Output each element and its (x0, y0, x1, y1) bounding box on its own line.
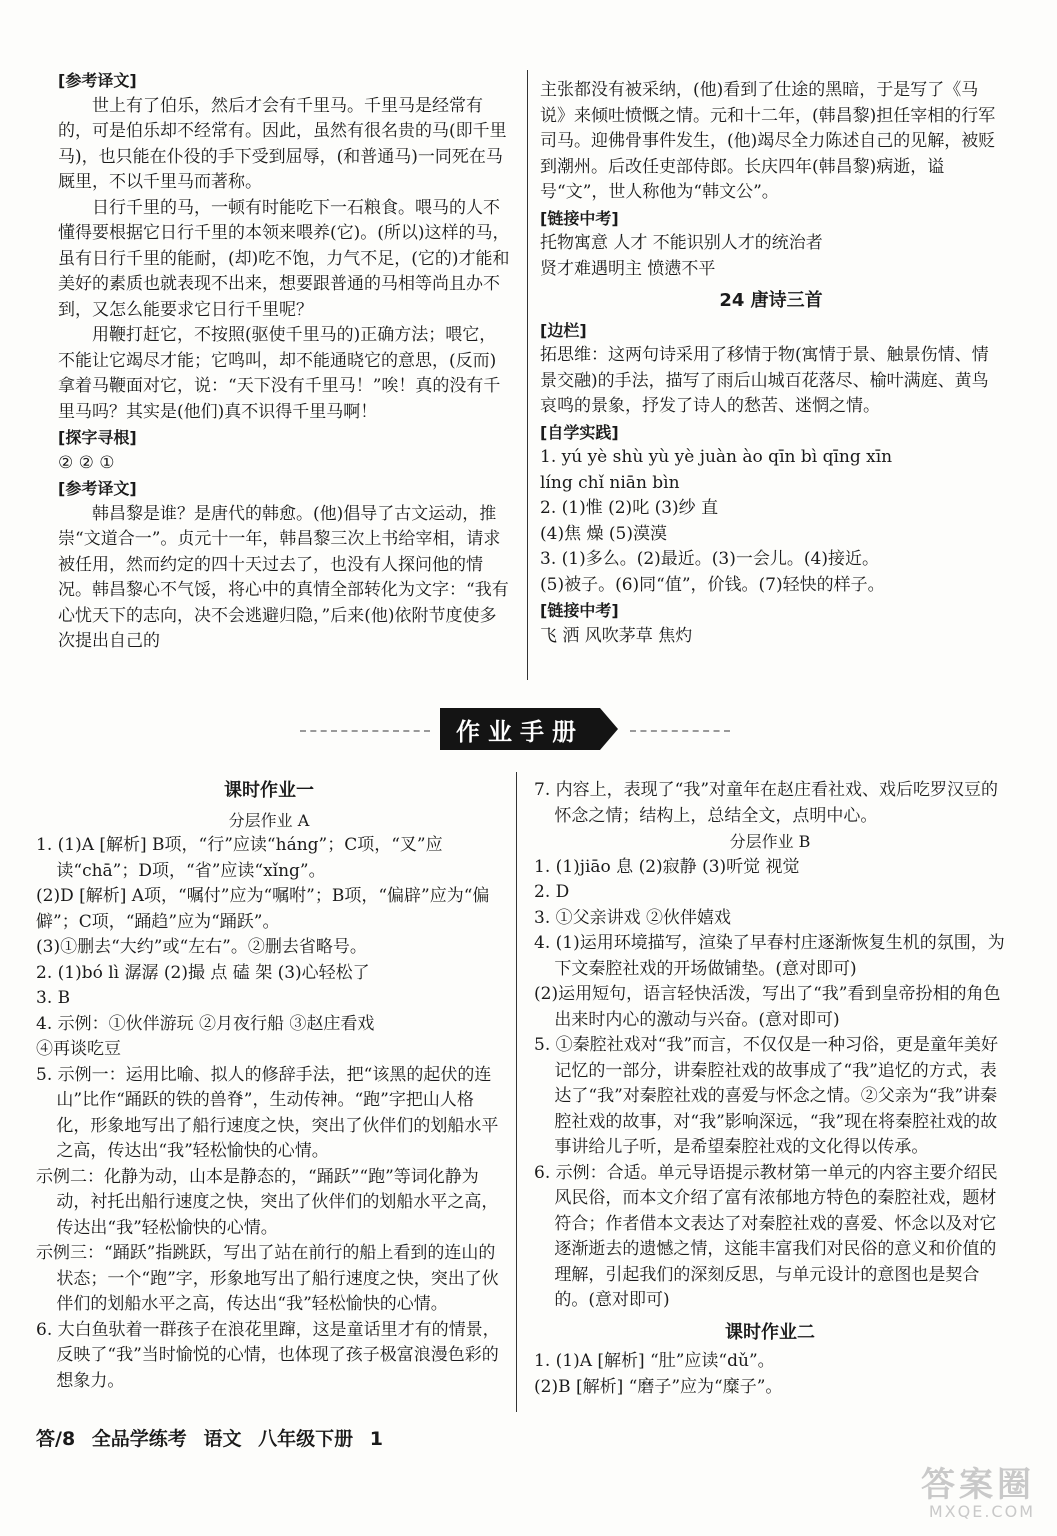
text-line: 1. (1)jiāo 息 (2)寂静 (3)听觉 视觉 (534, 856, 800, 877)
section-banner (0, 704, 1057, 754)
text-line: (3)①删去“大约”或“左右”。②删去省略号。 (36, 937, 367, 957)
text-line: 3. ①父亲讲戏 ②伙伴嬉戏 (534, 907, 732, 928)
section-heading: [参考译文] (58, 71, 137, 90)
paragraph: 日行千里的马，一顿有时能吃下一石粮食。喂马的人不懂得要根据它日行千里的本领来喂养(它)。(所以)这样的马，虽有日行千里的能耐，(却)吃不饱，力气不足，(它的)才能和美好的素质也就表现不出来，想要跟普通的马相等尚且办不到，又怎么能要求它日行千里呢？ (58, 197, 510, 320)
lesson-title: 课时作业一 (224, 780, 314, 801)
answer-item: 示例二：化静为动，山本是静态的，“踊跃”“跑”等词化静为动，衬托出船行速度之快，突出了伙伴们的划船水平之高，传达出“我”轻松愉快的心情。 (36, 1166, 499, 1238)
sub-title: 分层作业 A (228, 810, 310, 830)
text-line: 拓思维：这两句诗采用了移情于物(寓情于景、触景伤情、情景交融)的手法，描写了雨后山城百花落尽、榆叶满庭、黄鸟哀鸣的景象，抒发了诗人的愁苦、迷惘之情。 (540, 345, 989, 416)
text-line: (4)焦 燥 (5)漠漠 (540, 523, 667, 544)
grade-name: 八年级下册 (258, 1428, 354, 1450)
text-line: 1. (1)A [解析] “肚”应读“dǔ”。 (534, 1351, 775, 1371)
text-line: 2. (1)bó lì 潺潺 (2)撮 点 磕 架 (3)心轻松了 (36, 962, 370, 983)
section-heading: [探字寻根] (58, 428, 137, 447)
text-line: 1. yú yè shù yù yè juàn ào qīn bì qīng xīn (540, 447, 893, 467)
text-line: ② ② ① (58, 452, 115, 473)
text-line: (2)D [解析] A项，“嘱付”应为“嘱咐”；B项，“偏辟”应为“偏僻”；C项，“踊趋”应为“踊跃”。 (36, 886, 490, 932)
answer-item: 5. ①秦腔社戏对“我”而言，不仅仅是一种习俗，更是童年美好记忆的一部分，讲秦腔社戏的故事成了“我”追忆的方式，表达了“我”对秦腔社戏的喜爱与怀念之情。②父亲为“我”讲秦腔社戏的故事，对“我”影响深远，“我”现在将秦腔社戏的故事讲给儿子听，是希望秦腔社戏的文化得以传承。 (534, 1035, 999, 1157)
text-line: 4. 示例：①伙伴游玩 ②月夜行船 ③赵庄看戏 (36, 1013, 375, 1034)
lesson-title: 24 唐诗三首 (719, 290, 823, 311)
text-line: 2. (1)惟 (2)叱 (3)纱 直 (540, 498, 719, 518)
section-heading: [链接中考] (540, 208, 619, 228)
watermark-main: 答案圈 (921, 1464, 1035, 1505)
bottom-right-column (534, 778, 1006, 1400)
answer-item: 示例三：“踊跃”指跳跃，写出了站在前行的船上看到的连山的状态；一个“跑”字，形象地写出了船行速度之快，突出了伙伴们的划船水平之高，传达出“我”轻松愉快的心情。 (36, 1243, 499, 1314)
section-heading: [自学实践] (540, 422, 619, 442)
banner-title: 作业手册 (440, 708, 600, 750)
answer-item: 6. 大白鱼驮着一群孩子在浪花里蹿，这是童话里才有的情景，反映了“我”当时愉悦的心情，也体现了孩子极富浪漫色彩的想象力。 (36, 1319, 500, 1391)
text-line: 3. B (36, 988, 71, 1008)
text-line: 2. D (534, 882, 570, 902)
section-heading: [链接中考] (540, 601, 619, 620)
text-line: 飞 洒 风吹茅草 焦灼 (540, 625, 693, 646)
answer-item: (2)运用短句，语言轻快活泼，写出了“我”看到皇帝扮相的角色出来时内心的激动与兴奋。(意对即可) (534, 984, 1001, 1030)
answer-item: 7. 内容上，表现了“我”对童年在赵庄看社戏、戏后吃罗汉豆的怀念之情；结构上，总结全文，点明中心。 (534, 780, 999, 826)
text-line: 托物寓意 人才 不能识别人才的统治者 (540, 233, 823, 253)
top-divider (527, 70, 528, 680)
subject-name: 语文 (203, 1428, 242, 1450)
sub-title: 分层作业 B (729, 832, 811, 851)
text-line: líng chǐ niān bìn (540, 472, 680, 493)
top-right-column (540, 78, 1002, 649)
text-line: 主张都没有被采纳，(他)看到了仕途的黑暗，于是写了《马说》来倾吐愤慨之情。元和十二年，(韩昌黎)担任宰相的行军司马。迎佛骨事件发生，(他)竭尽全力陈述自己的见解，被贬到潮州。后改任吏部侍郎。长庆四年(韩昌黎)病逝，谥号“文”，世人称他为“韩文公”。 (540, 80, 996, 202)
book-name: 全品学练考 (91, 1428, 187, 1450)
watermark-logo (815, 1464, 1035, 1521)
text-line: 贤才难遇明主 愤懑不平 (540, 258, 716, 279)
section-heading: [参考译文] (58, 479, 137, 498)
answer-item: 1. (1)A [解析] B项，“行”应读“háng”；C项，“叉”应读“chā”；D项，“省”应读“xǐng”。 (36, 835, 443, 881)
bottom-left-column (36, 772, 502, 1394)
text-line: (2)B [解析] “磨子”应为“糜子”。 (534, 1376, 783, 1397)
text-line: 3. (1)多么。(2)最近。(3)一会儿。(4)接近。 (540, 549, 879, 569)
answer-item: 6. 示例：合适。单元导语提示教材第一单元的内容主要介绍民风民俗，而本文介绍了富有浓郁地方特色的秦腔社戏，题材符合；作者借本文表达了对秦腔社戏的喜爱、怀念以及对它逐渐逝去的遗憾之情，这能丰富我们对民俗的意义和价值的理解，引起我们的深刻反思，与单元设计的意图也是契合的。(意对即可) (534, 1162, 998, 1310)
section-heading: [边栏] (540, 320, 587, 340)
answer-item: 5. 示例一：运用比喻、拟人的修辞手法，把“该黑的起伏的连山”比作“踊跃的铁的兽脊”，生动传神。“跑”字把山人格化，形象地写出了船行速度之快，突出了伙伴们的划船水平之高，传达出“我”轻松愉快的心情。 (36, 1064, 499, 1161)
bottom-divider (516, 772, 517, 1412)
text-line: (5)被子。(6)同“值”，价钱。(7)轻快的样子。 (540, 574, 885, 595)
watermark-url: MXQE.COM (928, 1501, 1035, 1521)
lesson-title: 课时作业二 (725, 1321, 815, 1343)
answer-page-mark: 答/8 (36, 1428, 76, 1450)
paragraph: 世上有了伯乐，然后才会有千里马。千里马是经常有的，可是伯乐却不经常有。因此，虽然有很名贵的马(即千里马)，也只能在仆役的手下受到屈辱，(和普通马)一同死在马厩里，不以千里马而著称。 (58, 95, 507, 192)
page-footer (36, 1424, 393, 1451)
paragraph: 韩昌黎是谁？是唐代的韩愈。(他)倡导了古文运动，推崇“文道合一”。贞元十一年，韩昌黎三次上书给宰相，请求被任用，然而约定的四十天过去了，也没有人探问他的情况。韩昌黎心不气馁，将心中的真情全部转化为文字：“我有心忧天下的志向，决不会逃避归隐，”后来(他)依附节度使多次提出自己的 (58, 503, 509, 651)
top-left-column (58, 68, 510, 655)
text-line: ④再谈吃豆 (36, 1039, 121, 1059)
page-number: 1 (369, 1428, 383, 1450)
answer-item: 4. (1)运用环境描写，渲染了早春村庄逐渐恢复生机的氛围，为下文秦腔社戏的开场做铺垫。(意对即可) (534, 933, 1005, 979)
paragraph: 用鞭打赶它，不按照(驱使千里马的)正确方法；喂它，不能让它竭尽才能；它鸣叫，却不能通晓它的意思，(反而)拿着马鞭面对它，说：“天下没有千里马！”唉！真的没有千里马吗？其实是(他们)真不识得千里马啊！ (58, 325, 501, 422)
